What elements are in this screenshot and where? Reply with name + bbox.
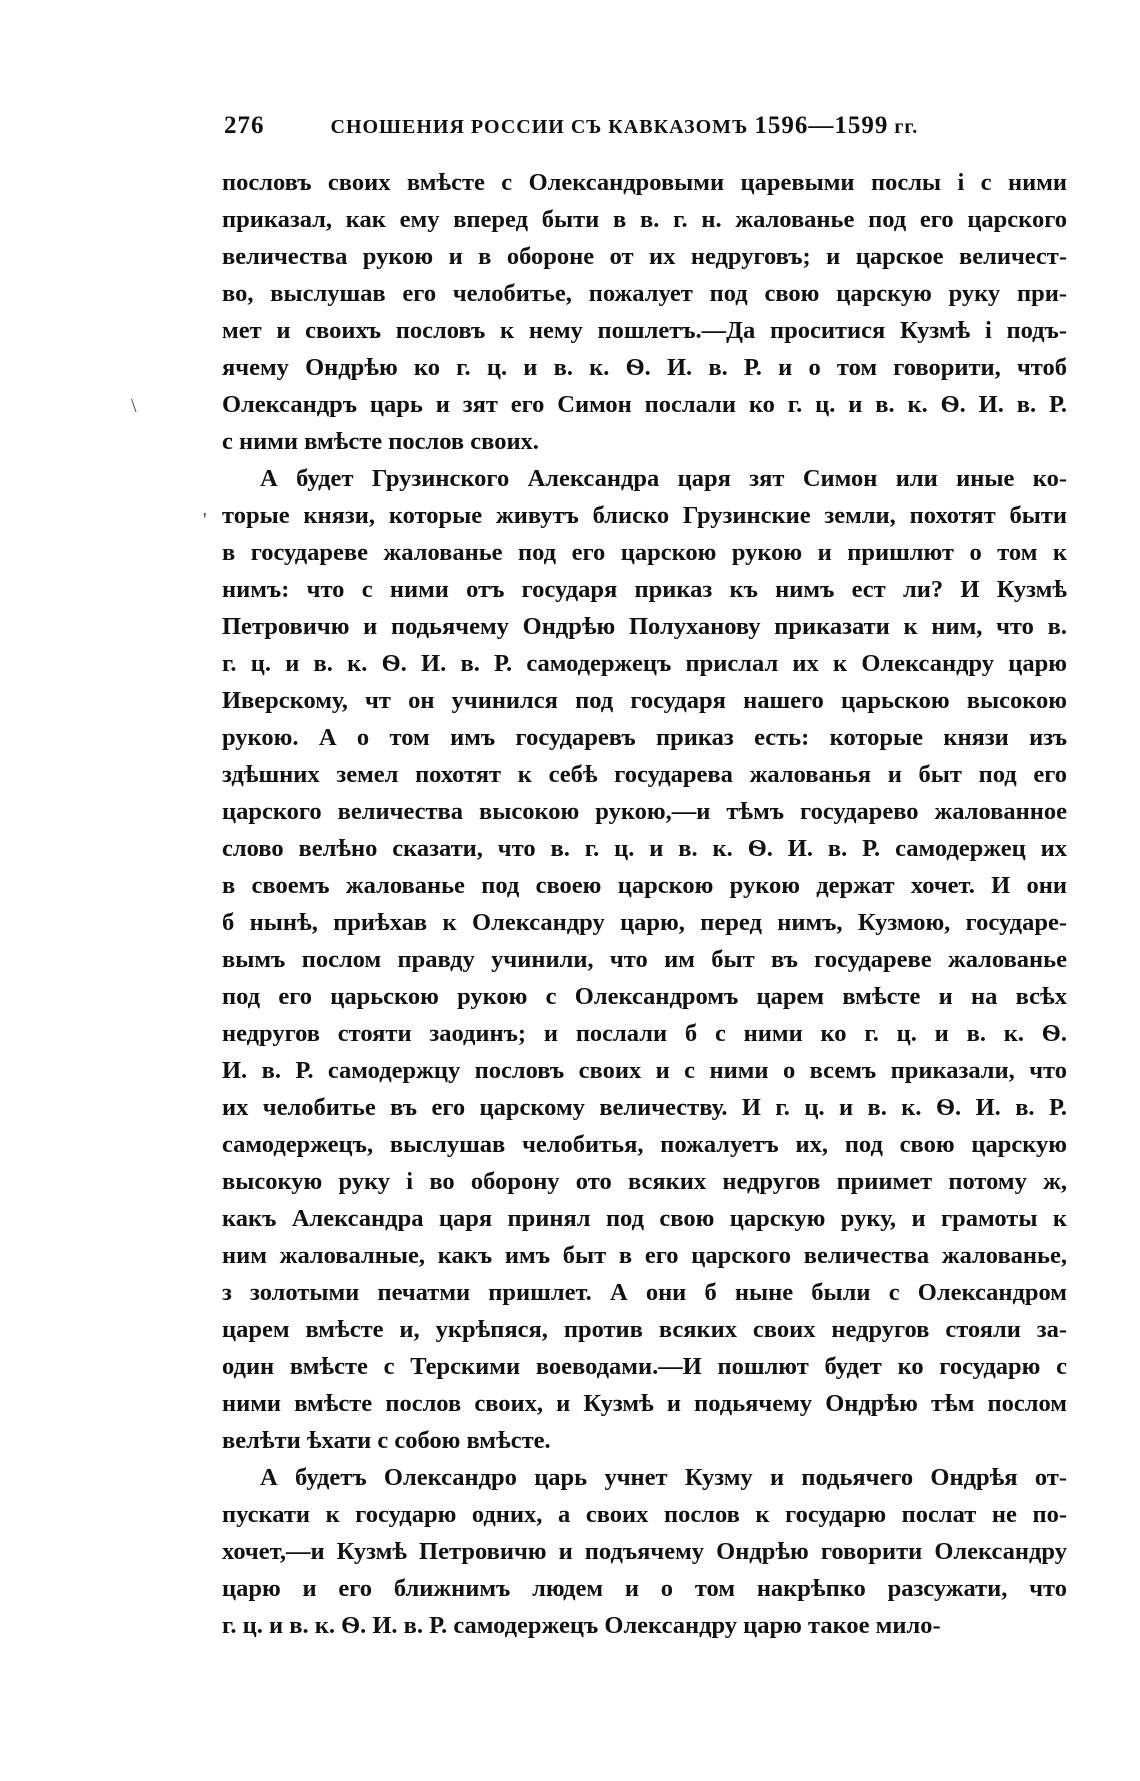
text-line: в государеве жалованье под его царскою рукою и пришлют о том к [222, 539, 1067, 566]
text-line: царю и его ближнимъ людем и о том накрѣпко разсужати, что [222, 1575, 1067, 1602]
text-line: Петровичю и подьячему Ондрѣю Полуханову приказати к ним, что в. [222, 613, 1067, 640]
paragraph [222, 460, 1067, 1459]
text-line: высокую руку і во оборону ото всяких недругов приимет потому ж, [222, 1168, 1067, 1195]
text-line: мет и своихъ пословъ к нему пошлетъ.—Да проситися Кузмѣ і подъ- [222, 317, 1067, 344]
paragraph [222, 164, 1067, 460]
running-title-suffix: гг. [894, 116, 919, 138]
text-line: з золотыми печатми пришлет. А они б ныне были с Олександром [222, 1279, 1067, 1306]
text-line: во, выслушав его челобитье, пожалует под свою царскую руку при- [222, 280, 1067, 307]
text-line: под его царьскою рукою с Олександромъ царем вмѣсте и на всѣх [222, 983, 1067, 1010]
text-line: ячему Ондрѣю ко г. ц. и в. к. Ѳ. И. в. Р. и о том говорити, чтоб [222, 354, 1067, 381]
text-line: рукою. А о том имъ государевъ приказ есть: которые князи изъ [222, 724, 1067, 751]
text-line: велѣти ѣхати с собою вмѣсте. [222, 1427, 551, 1454]
text-line: пословъ своих вмѣсте с Олександровыми царевыми послы і с ними [222, 169, 1067, 196]
running-title-years: 1596—1599 [754, 112, 889, 139]
text-line: И. в. Р. самодержцу пословъ своих и с ними о всемъ приказали, что [222, 1057, 1067, 1084]
text-line: нимъ: что с ними отъ государя приказ къ нимъ ест ли? И Кузмѣ [222, 576, 1067, 603]
text-line: царского величества высокою рукою,—и тѣмъ государево жалованное [222, 798, 1067, 825]
text-line: Иверскому, чт он учинился под государя нашего царьскою высокою [222, 687, 1067, 714]
text-line: пускати к государю одних, а своих послов к государю послат не по- [222, 1501, 1067, 1528]
text-line: в своемъ жалованье под своею царскою рукою держат хочет. И они [222, 872, 1067, 899]
text-line: ним жаловалные, какъ имъ быт в его царского величества жалованье, [222, 1242, 1067, 1269]
text-line: г. ц. и в. к. Ѳ. И. в. Р. самодержецъ Олександру царю такое мило- [222, 1612, 941, 1639]
text-line: самодержецъ, выслушав челобитья, пожалуетъ их, под свою царскую [222, 1131, 1067, 1158]
text-line: вымъ послом правду учинили, что им быт въ государеве жалованье [222, 946, 1067, 973]
text-line: г. ц. и в. к. Ѳ. И. в. Р. самодержецъ прислал их к Олександру царю [222, 650, 1067, 677]
text-line: один вмѣсте с Терскими воеводами.—И пошлют будет ко государю с [222, 1353, 1067, 1380]
text-line: их челобитье въ его царскому величеству. И г. ц. и в. к. Ѳ. И. в. Р. [222, 1094, 1067, 1121]
text-line: приказал, как ему вперед быти в в. г. н. жалованье под его царского [222, 206, 1067, 233]
text-line: торые князи, которые живутъ блиско Грузинские земли, похотят быти [222, 502, 1067, 529]
page-number: 276 [224, 112, 265, 139]
text-line: А будет Грузинского Александра царя зят Симон или иные ко- [260, 465, 1067, 492]
margin-mark: \ [131, 395, 137, 417]
text-line: хочет,—и Кузмѣ Петровичю и подъячему Ондрѣю говорити Олександру [222, 1538, 1067, 1565]
text-line: здѣшних земел похотят к себѣ государева жалованья и быт под его [222, 761, 1067, 788]
text-line: недругов стояти заодинъ; и послали б с ними ко г. ц. и в. к. Ѳ. [222, 1020, 1067, 1047]
margin-mark: ' [203, 509, 207, 531]
body-text [222, 164, 1067, 1644]
text-line: ними вмѣсте послов своих, и Кузмѣ и подьячему Ондрѣю тѣм послом [222, 1390, 1067, 1417]
running-title-text: СНОШЕНИЯ РОССИИ СЪ КАВКАЗОМЪ [330, 116, 749, 138]
text-line: величества рукою и в обороне от их недруговъ; и царское величест- [222, 243, 1067, 270]
text-line: с ними вмѣсте послов своих. [222, 428, 539, 455]
text-line: Олександръ царь и зят его Симон послали ко г. ц. и в. к. Ѳ. И. в. Р. [222, 391, 1067, 418]
text-line: б нынѣ, приѣхав к Олександру царю, перед нимъ, Кузмою, государе- [222, 909, 1067, 936]
text-line: царем вмѣсте и, укрѣпяся, против всяких своих недругов стояли за- [222, 1316, 1067, 1343]
page-header [224, 112, 1060, 148]
running-title [331, 112, 919, 140]
text-line: А будетъ Олександро царь учнет Кузму и подьячего Ондрѣя от- [260, 1464, 1067, 1491]
paragraph [222, 1459, 1067, 1644]
text-line: какъ Александра царя принял под свою царскую руку, и грамоты к [222, 1205, 1067, 1232]
text-line: слово велѣно сказати, что в. г. ц. и в. к. Ѳ. И. в. Р. самодержец их [222, 835, 1067, 862]
